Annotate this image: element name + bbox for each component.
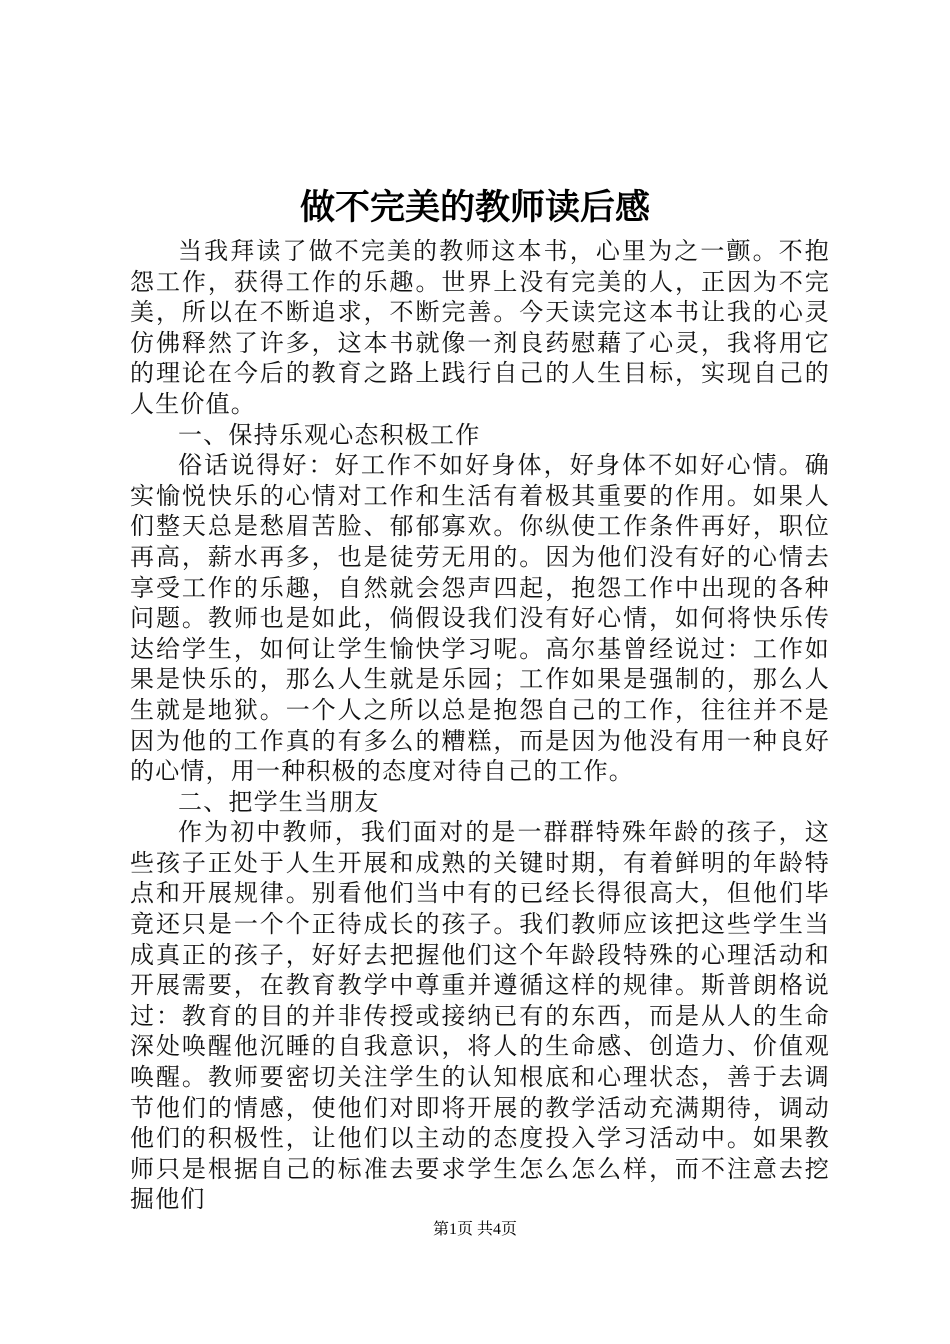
- document-title: 做不完美的教师读后感: [299, 187, 650, 228]
- paragraph-section-1: 俗话说得好：好工作不如好身体，好身体不如好心情。确实愉悦快乐的心情对工作和生活有着极其重要的作用。如果人们整天总是愁眉苦脸、郁郁寡欢。你纵使工作条件再好，职位再高，薪水再多，也是徒劳无用的。因为他们没有好的心情去享受工作的乐趣，自然就会怨声四起，抱怨工作中出现的各种问题。教师也是如此，倘假设我们没有好心情，如何将快乐传达给学生，如何让学生愉快学习呢。高尔基曾经说过：工作如果是快乐的，那么人生就是乐园；工作如果是强制的，那么人生就是地狱。一个人之所以总是抱怨自己的工作，往往并不是因为他的工作真的有多么的糟糕，而是因为他没有用一种良好的心情，用一种积极的态度对待自己的工作。: [130, 451, 830, 786]
- page-number-footer: 第1页 共4页: [432, 1221, 517, 1238]
- section-heading-2: 二、把学生当朋友: [178, 787, 380, 816]
- paragraph-section-2: 作为初中教师，我们面对的是一群群特殊年龄的孩子，这些孩子正处于人生开展和成熟的关键时期，有着鲜明的年龄特点和开展规律。别看他们当中有的已经长得很高大，但他们毕竟还只是一个个正待成长的孩子。我们教师应该把这些学生当成真正的孩子，好好去把握他们这个年龄段特殊的心理活动和开展需要，在教育教学中尊重并遵循这样的规律。斯普朗格说过：教育的目的并非传授或接纳已有的东西，而是从人的生命深处唤醒他沉睡的自我意识，将人的生命感、创造力、价值观唤醒。教师要密切关注学生的认知根底和心理状态，善于去调节他们的情感，使他们对即将开展的教学活动充满期待，调动他们的积极性，让他们以主动的态度投入学习活动中。如果教师只是根据自己的标准去要求学生怎么怎么样，而不注意去挖掘他们: [130, 818, 830, 1214]
- paragraph-intro: 当我拜读了做不完美的教师这本书，心里为之一颤。不抱怨工作，获得工作的乐趣。世界上没有完美的人，正因为不完美，所以在不断追求，不断完善。今天读完这本书让我的心灵仿佛释然了许多，这本书就像一剂良药慰藉了心灵，我将用它的理论在今后的教育之路上践行自己的人生目标，实现自己的人生价值。: [130, 237, 830, 418]
- document-body: [130, 236, 830, 1215]
- section-heading-1: 一、保持乐观心态积极工作: [178, 420, 481, 449]
